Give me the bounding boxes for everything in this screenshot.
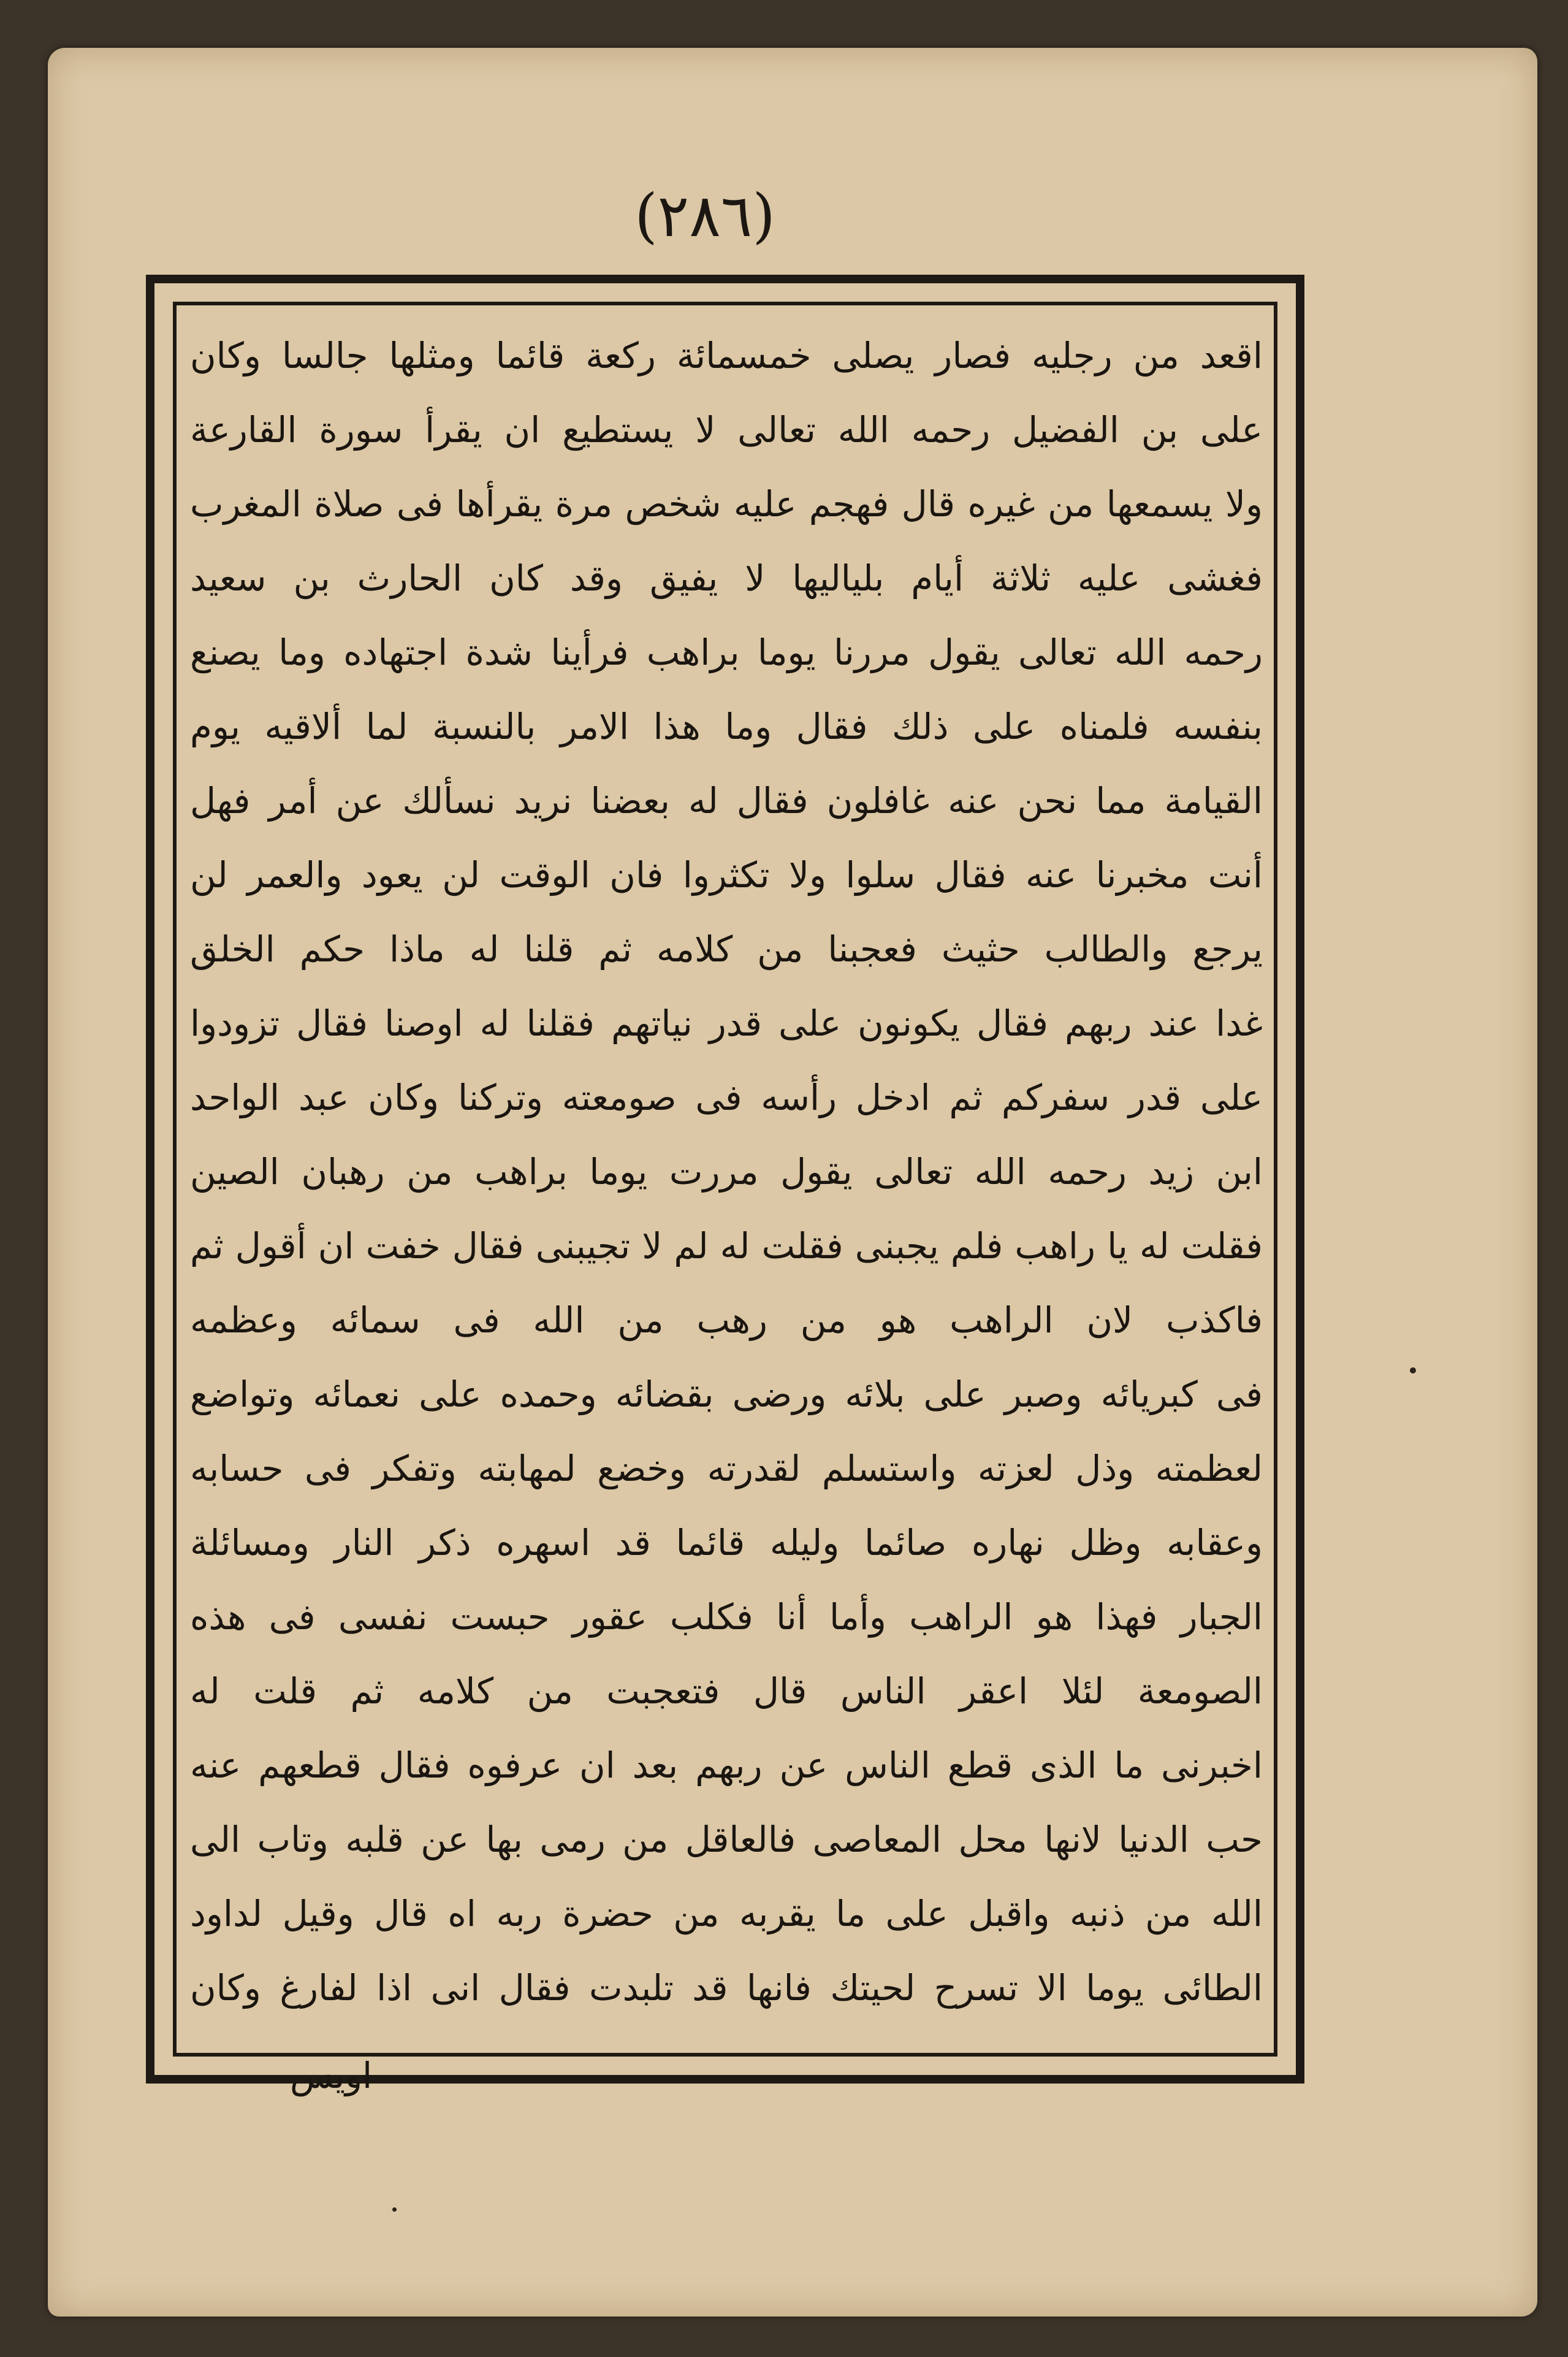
text-line: فى كبريائه وصبر على بلائه ورضى بقضائه وحمده على نعمائه وتواضع bbox=[190, 1373, 1263, 1415]
text-line: فقلت له يا راهب فلم يجبنى فقلت له لم لا تجيبنى فقال خفت ان أقول ثم bbox=[190, 1225, 1263, 1267]
text-line: حب الدنيا لانها محل المعاصى فالعاقل من رمى بها عن قلبه وتاب الى bbox=[190, 1819, 1263, 1860]
text-line: الصومعة لئلا اعقر الناس قال فتعجبت من كلامه ثم قلت له bbox=[190, 1670, 1263, 1712]
text-line: الجبار فهذا هو الراهب وأما أنا فكلب عقور حبست نفسى فى هذه bbox=[190, 1596, 1263, 1638]
catchword: اويس bbox=[289, 2055, 373, 2096]
page-number: (٢٨٦) bbox=[634, 181, 775, 250]
text-line: وعقابه وظل نهاره صائما وليله قائما قد اسهره ذكر النار ومسائلة bbox=[190, 1522, 1263, 1564]
main-text-block bbox=[190, 319, 1263, 2042]
text-line: أنت مخبرنا عنه فقال سلوا ولا تكثروا فان الوقت لن يعود والعمر لن bbox=[190, 854, 1263, 896]
text-line: بنفسه فلمناه على ذلك فقال وما هذا الامر بالنسبة لما ألاقيه يوم bbox=[190, 706, 1263, 747]
text-line: ابن زيد رحمه الله تعالى يقول مررت يوما براهب من رهبان الصين bbox=[190, 1151, 1263, 1193]
text-line: غدا عند ربهم فقال يكونون على قدر نياتهم فقلنا له اوصنا فقال تزودوا bbox=[190, 1003, 1263, 1044]
text-line: اقعد من رجليه فصار يصلى خمسمائة ركعة قائما ومثلها جالسا وكان bbox=[190, 335, 1263, 376]
text-line: رحمه الله تعالى يقول مررنا يوما براهب فرأينا شدة اجتهاده وما يصنع bbox=[190, 632, 1263, 673]
text-line: فغشى عليه ثلاثة أيام بلياليها لا يفيق وقد كان الحارث بن سعيد bbox=[190, 557, 1263, 599]
text-line: لعظمته وذل لعزته واستسلم لقدرته وخضع لمهابته وتفكر فى حسابه bbox=[190, 1448, 1263, 1489]
text-line: على قدر سفركم ثم ادخل رأسه فى صومعته وتركنا وكان عبد الواحد bbox=[190, 1077, 1263, 1118]
text-line: ولا يسمعها من غيره قال فهجم عليه شخص مرة يقرأها فى صلاة المغرب bbox=[190, 483, 1263, 525]
text-line: فاكذب لان الراهب هو من رهب من الله فى سمائه وعظمه bbox=[190, 1299, 1263, 1341]
text-line: القيامة مما نحن عنه غافلون فقال له بعضنا نريد نسألك عن أمر فهل bbox=[190, 780, 1263, 822]
paper-speck bbox=[1410, 1367, 1416, 1373]
text-line: الطائى يوما الا تسرح لحيتك فانها قد تلبدت فقال انى اذا لفارغ وكان bbox=[190, 1967, 1263, 2009]
text-line: على بن الفضيل رحمه الله تعالى لا يستطيع ان يقرأ سورة القارعة bbox=[190, 409, 1263, 451]
text-line: الله من ذنبه واقبل على ما يقربه من حضرة ربه اه قال وقيل لداود bbox=[190, 1893, 1263, 1935]
paper-speck bbox=[392, 2207, 397, 2212]
text-line: يرجع والطالب حثيث فعجبنا من كلامه ثم قلنا له ماذا حكم الخلق bbox=[190, 928, 1263, 970]
text-line: اخبرنى ما الذى قطع الناس عن ربهم بعد ان عرفوه فقال قطعهم عنه bbox=[190, 1744, 1263, 1786]
